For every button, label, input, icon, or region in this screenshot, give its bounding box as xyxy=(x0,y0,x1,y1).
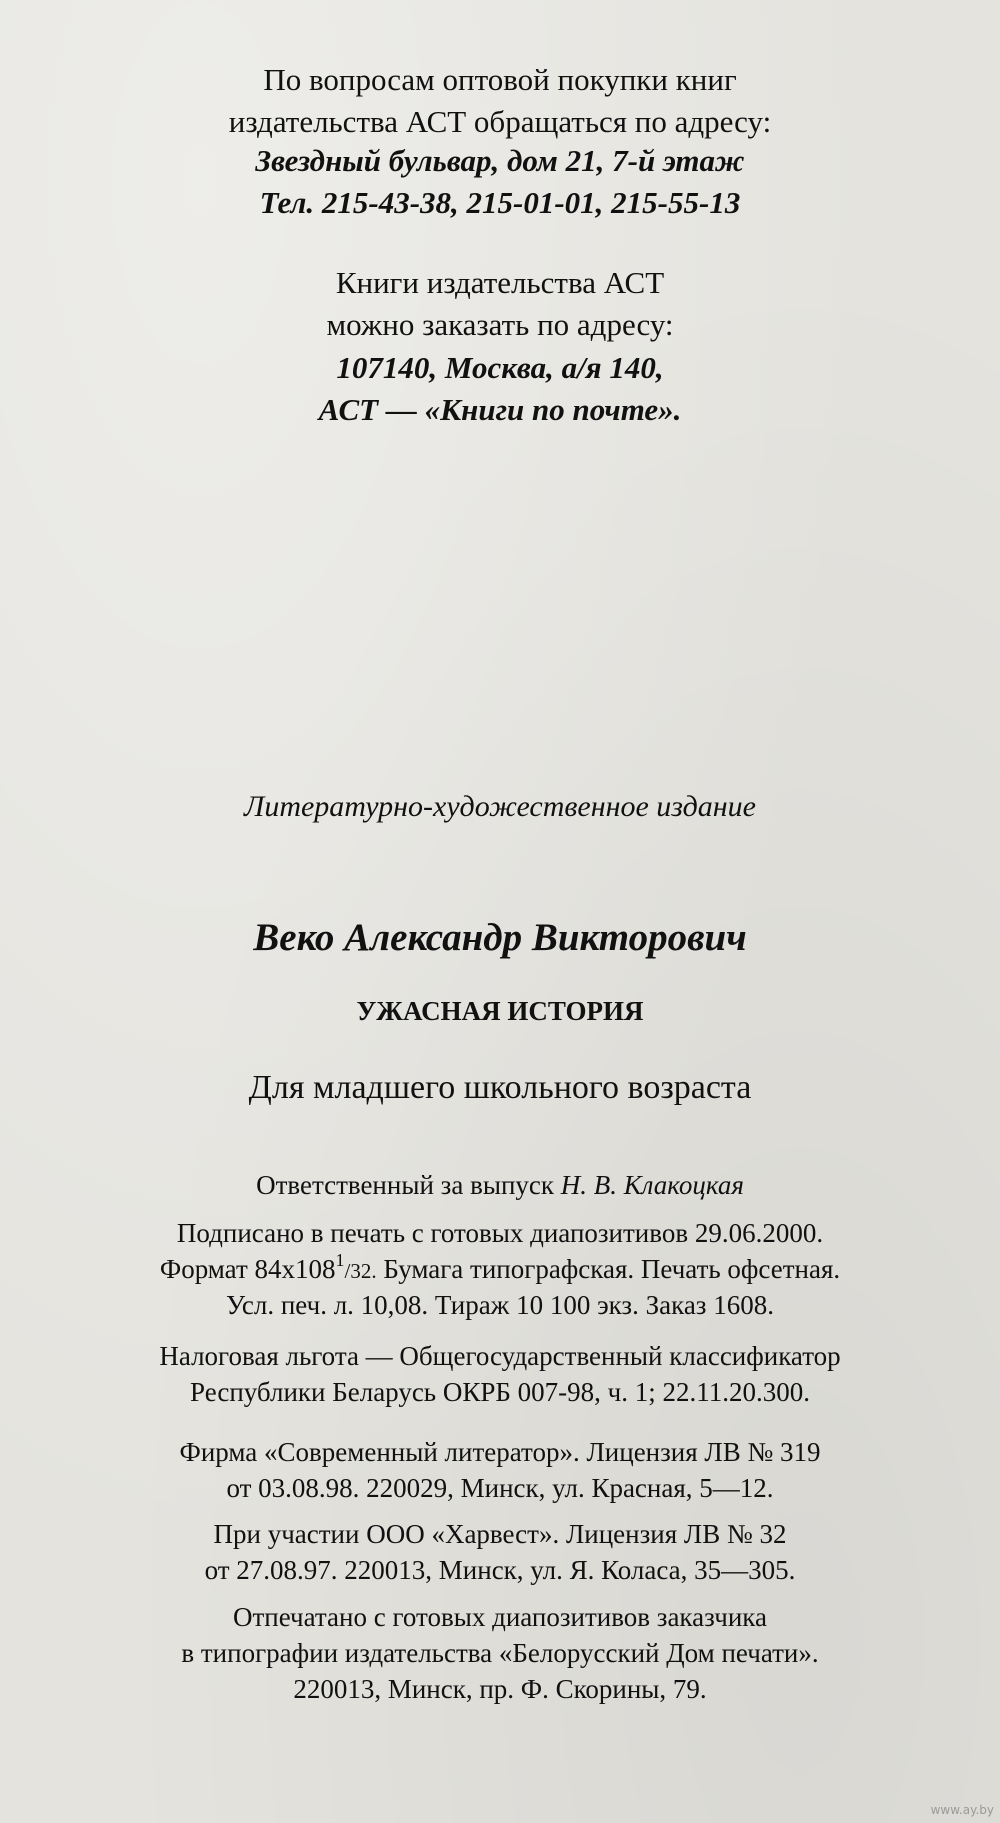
order-line-2: можно заказать по адресу: xyxy=(326,307,674,342)
wholesale-phones: Тел. 215-43-38, 215-01-01, 215-55-13 xyxy=(259,185,741,220)
format-numerator: 1 xyxy=(335,1250,345,1270)
book-title: УЖАСНАЯ ИСТОРИЯ xyxy=(356,996,644,1026)
format-denominator: /32. xyxy=(344,1259,377,1283)
author-name: Веко Александр Викторович xyxy=(253,916,747,959)
firm-line-1: Фирма «Современный литератор». Лицензия ЛВ № 319 xyxy=(179,1437,821,1467)
edition-type: Литературно-художественное издание xyxy=(244,790,756,823)
printed-line-1: Отпечатано с готовых диапозитивов заказчика xyxy=(233,1602,767,1632)
wholesale-line-2: издательства АСТ обращаться по адресу: xyxy=(228,104,772,139)
order-address: 107140, Москва, а/я 140, xyxy=(336,350,664,385)
firm-line-2: от 03.08.98. 220029, Минск, ул. Красная, 5—12. xyxy=(226,1473,774,1503)
printed-line-3: 220013, Минск, пр. Ф. Скорины, 79. xyxy=(293,1674,707,1704)
format-suffix: Бумага типографская. Печать офсетная. xyxy=(376,1254,841,1284)
audience-label: Для младшего школьного возраста xyxy=(248,1069,752,1106)
responsible-label: Ответственный за выпуск xyxy=(256,1170,555,1200)
tax-line-2: Республики Беларусь ОКРБ 007-98, ч. 1; 22.11.20.300. xyxy=(190,1377,810,1407)
watermark: www.ay.by xyxy=(930,1803,994,1817)
wholesale-line-1: По вопросам оптовой покупки книг xyxy=(263,62,737,97)
print-format xyxy=(0,1250,1000,1285)
format-prefix: Формат 84x108 xyxy=(159,1254,336,1284)
order-service: АСТ — «Книги по почте». xyxy=(318,392,682,427)
printed-line-2: в типографии издательства «Белорусский Дом печати». xyxy=(181,1638,819,1668)
print-signed: Подписано в печать с готовых диапозитивов 29.06.2000. xyxy=(176,1218,824,1248)
responsible-name: Н. В. Клакоцкая xyxy=(560,1170,744,1200)
order-line-1: Книги издательства АСТ xyxy=(335,265,665,300)
harvest-line-1: При участии ООО «Харвест». Лицензия ЛВ № 32 xyxy=(213,1519,787,1549)
wholesale-address: Звездный бульвар, дом 21, 7-й этаж xyxy=(255,143,745,178)
harvest-line-2: от 27.08.97. 220013, Минск, ул. Я. Коласа, 35—305. xyxy=(204,1555,796,1585)
responsible-line xyxy=(0,1170,1000,1201)
print-details: Усл. печ. л. 10,08. Тираж 10 100 экз. Заказ 1608. xyxy=(226,1290,774,1320)
tax-line-1: Налоговая льгота — Общегосударственный классификатор xyxy=(159,1341,841,1371)
